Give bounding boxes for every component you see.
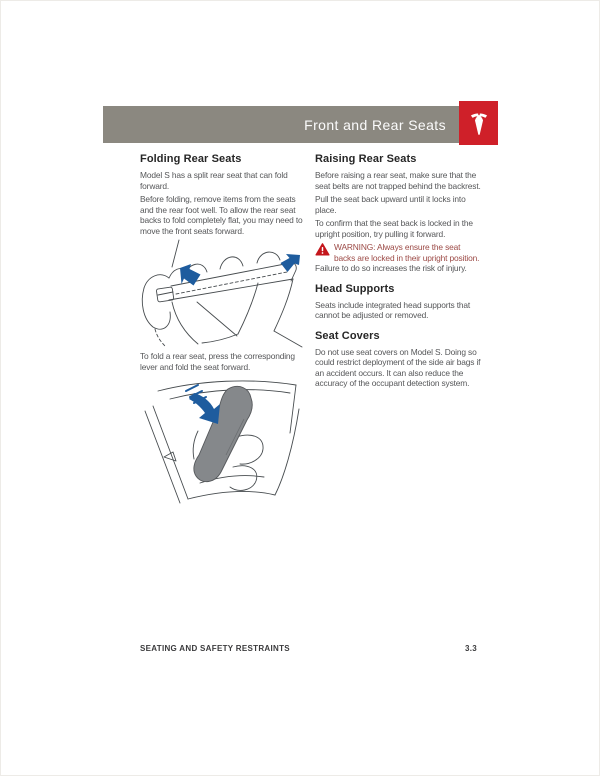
seat-covers-paragraph: Do not use seat covers on Model S. Doing so could restrict deployment of the side air bags if an accident occurs. It can also reduce the accuracy of the occupant detection system. bbox=[315, 346, 481, 388]
head-supports-paragraph: Seats include integrated head supports that cannot be adjusted or removed. bbox=[315, 299, 471, 320]
raising-paragraph-3: To confirm that the seat back is locked in the upright position, try pulling it forward. bbox=[315, 218, 473, 239]
folding-paragraph-1: Model S has a split rear seat that can fold forward. bbox=[140, 170, 288, 191]
warning-triangle-icon bbox=[315, 243, 330, 256]
seat-folded-forward-illustration bbox=[140, 375, 308, 507]
left-column bbox=[140, 153, 308, 509]
warning-label: WARNING: bbox=[334, 242, 376, 252]
heading-folding-rear-seats: Folding Rear Seats bbox=[140, 153, 242, 165]
warning-text-main: Always ensure the seat backs are locked in their upright position. bbox=[334, 242, 480, 263]
seat-release-lever-svg bbox=[140, 239, 304, 349]
heading-seat-covers: Seat Covers bbox=[315, 329, 380, 342]
fold-caption: To fold a rear seat, press the corresponding lever and fold the seat forward. bbox=[140, 351, 295, 372]
folding-paragraph-2: Before folding, remove items from the seats and the rear foot well. To allow the rear seat backs to fold completely flat, you may need to move the front seats forward. bbox=[140, 194, 303, 236]
tesla-logo-icon bbox=[466, 108, 492, 138]
tesla-logo-svg bbox=[466, 108, 492, 138]
raising-paragraph-1: Before raising a rear seat, make sure that the seat belts are not trapped behind the backrest. bbox=[315, 170, 481, 191]
right-column bbox=[315, 153, 483, 392]
warning-triangle-svg bbox=[315, 243, 330, 256]
heading-raising-rear-seats: Raising Rear Seats bbox=[315, 153, 417, 165]
page-footer bbox=[140, 644, 477, 653]
seat-folded-forward-svg bbox=[140, 375, 304, 507]
seat-release-lever-illustration bbox=[140, 239, 308, 349]
raising-paragraph-2: Pull the seat back upward until it locks into place. bbox=[315, 194, 466, 215]
footer-section-title: SEATING AND SAFETY RESTRAINTS bbox=[140, 644, 290, 653]
heading-head-supports: Head Supports bbox=[315, 282, 395, 295]
warning-block bbox=[315, 242, 483, 274]
chapter-header-bar bbox=[103, 106, 459, 143]
warning-text-secondary: Failure to do so increases the risk of injury. bbox=[315, 263, 467, 273]
tesla-logo-box bbox=[459, 101, 498, 145]
footer-page-number: 3.3 bbox=[464, 644, 477, 653]
chapter-title: Front and Rear Seats bbox=[304, 116, 446, 133]
